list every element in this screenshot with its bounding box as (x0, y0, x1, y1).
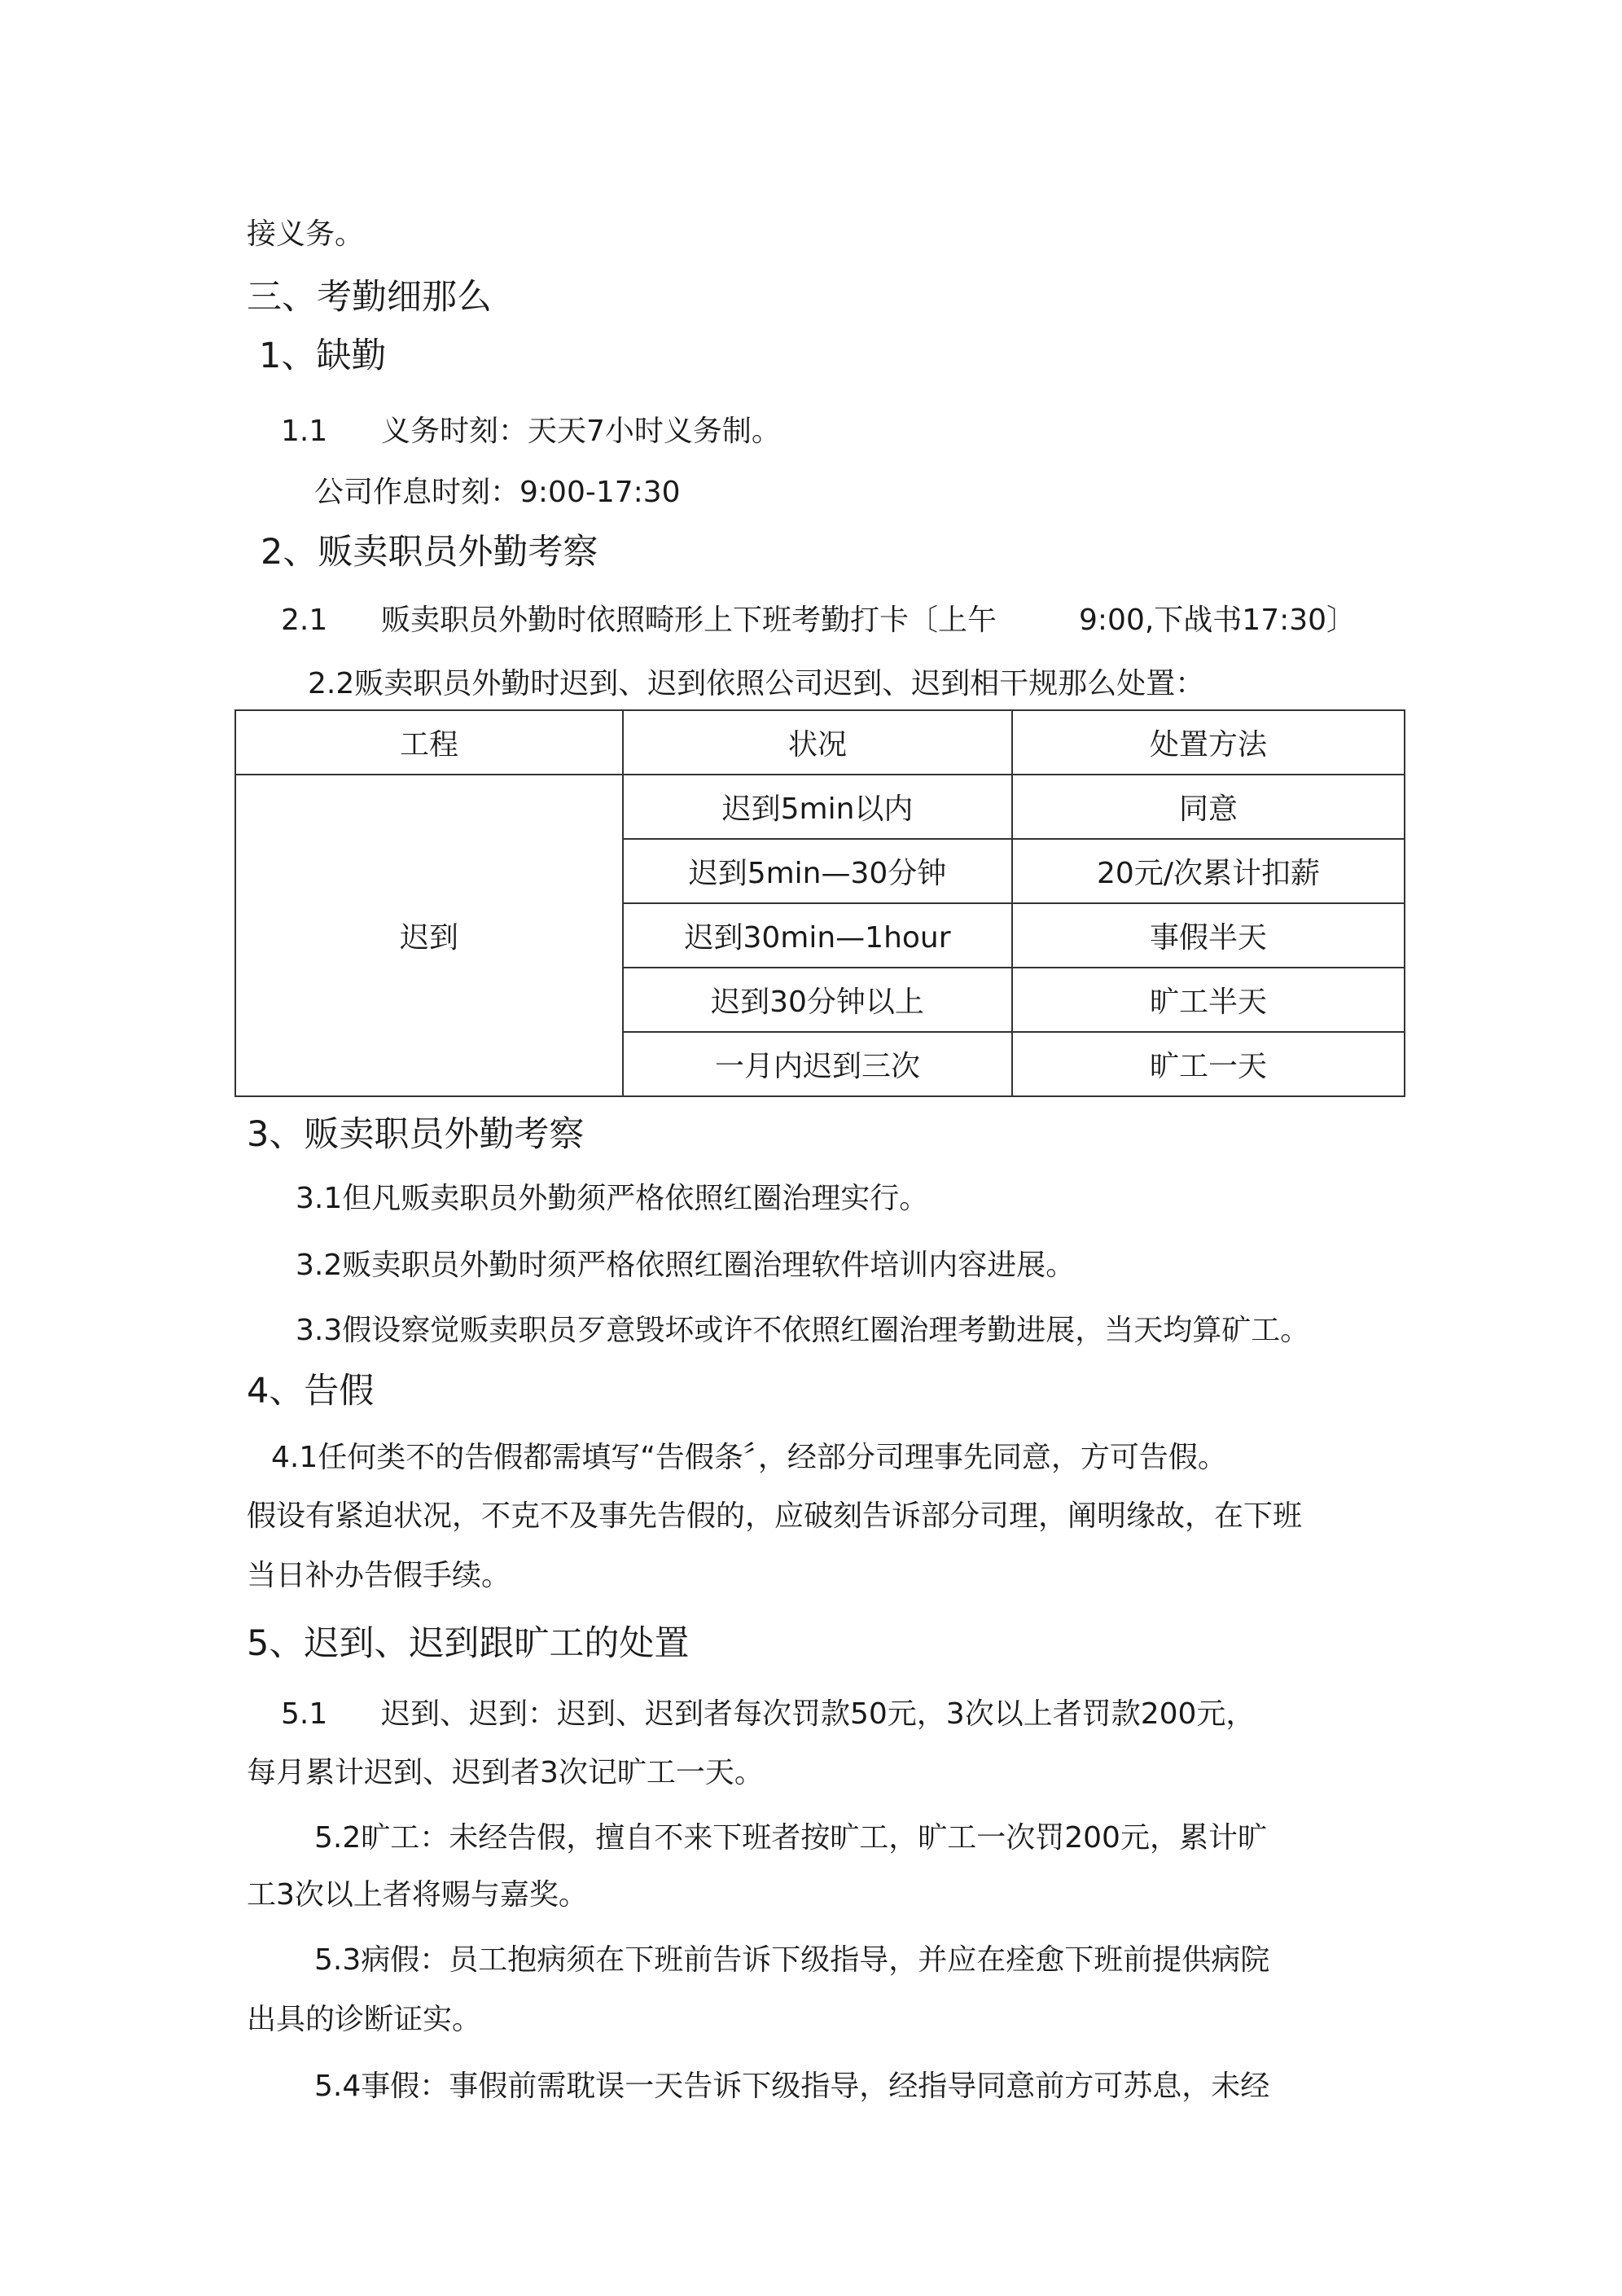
clause-number: 1.1 (281, 415, 328, 448)
text-line: 工3次以上者将赐与嘉奖。 (247, 1878, 588, 1912)
clause-text: 义务时刻：天天7小时义务制。 (381, 415, 781, 448)
section-heading: 三、考勤细那么 (247, 277, 492, 318)
action-cell: 旷工半天 (1012, 968, 1405, 1032)
subsection-heading: 3、贩卖职员外勤考察 (247, 1114, 585, 1155)
subsection-heading: 1、缺勤 (259, 336, 387, 376)
text-line: 3.2贩卖职员外勤时须严格依照红圈治理软件培训内容进展。 (296, 1249, 1076, 1282)
action-cell: 20元/次累计扣薪 (1012, 839, 1405, 903)
text-line: 5.2旷工：未经告假，擅自不来下班者按旷工，旷工一次罚200元，累计旷 (314, 1821, 1267, 1855)
subsection-heading: 2、贩卖职员外勤考察 (261, 532, 598, 573)
attendance-table (235, 709, 1405, 1097)
text-line: 当日补办告假手续。 (247, 1559, 511, 1592)
action-cell: 旷工一天 (1012, 1032, 1405, 1096)
text-line: 3.1但凡贩卖职员外勤须严格依照红圈治理实行。 (296, 1182, 929, 1215)
table-row (235, 775, 1405, 839)
subsection-heading: 5、迟到、迟到跟旷工的处置 (247, 1623, 690, 1664)
clause-number: 5.1 (281, 1697, 328, 1731)
table-header-row (235, 710, 1405, 775)
text-line: 4.1任何类不的告假都需填写“告假条〞，经部分司理事先同意，方可告假。 (271, 1441, 1227, 1474)
condition-cell: 迟到5min以内 (623, 775, 1012, 839)
table-header-cell: 状况 (623, 710, 1012, 775)
text-line: 5.3病假：员工抱病须在下班前告诉下级指导，并应在痊愈下班前提供病院 (314, 1943, 1270, 1977)
subsection-heading: 4、告假 (247, 1371, 375, 1411)
text-line: 每月累计迟到、迟到者3次记旷工一天。 (247, 1756, 764, 1789)
condition-cell: 迟到5min—30分钟 (623, 839, 1012, 903)
text-line: 3.3假设察觉贩卖职员歹意毁坏或许不依照红圈治理考勤进展，当天均算矿工。 (296, 1314, 1310, 1347)
condition-cell: 迟到30min—1hour (623, 903, 1012, 968)
clause-text: 贩卖职员外勤时依照畸形上下班考勤打卡〔上午 (381, 604, 997, 637)
condition-cell: 一月内迟到三次 (623, 1032, 1012, 1096)
clause-text-tail: 9:00,下战书17:30〕 (1079, 604, 1357, 637)
text-line: 出具的诊断证实。 (247, 2003, 482, 2036)
text-line: 公司作息时刻：9:00-17:30 (314, 476, 681, 509)
condition-cell: 迟到30分钟以上 (623, 968, 1012, 1032)
text-line: 5.4事假：事假前需耽误一天告诉下级指导，经指导同意前方可苏息，未经 (314, 2070, 1270, 2103)
clause-text: 迟到、迟到：迟到、迟到者每次罚款50元，3次以上者罚款200元， (381, 1697, 1256, 1731)
table-header-cell: 处置方法 (1012, 710, 1405, 775)
action-cell: 同意 (1012, 775, 1405, 839)
category-cell: 迟到 (235, 775, 623, 1096)
text-line: 接义务。 (247, 217, 365, 251)
text-line: 假设有紧迫状况，不克不及事先告假的，应破刻告诉部分司理，阐明缘故，在下班 (247, 1499, 1303, 1533)
clause-number: 2.1 (281, 604, 328, 637)
action-cell: 事假半天 (1012, 903, 1405, 968)
text-line: 2.2贩卖职员外勤时迟到、迟到依照公司迟到、迟到相干规那么处置： (308, 667, 1205, 700)
table-header-cell: 工程 (235, 710, 623, 775)
